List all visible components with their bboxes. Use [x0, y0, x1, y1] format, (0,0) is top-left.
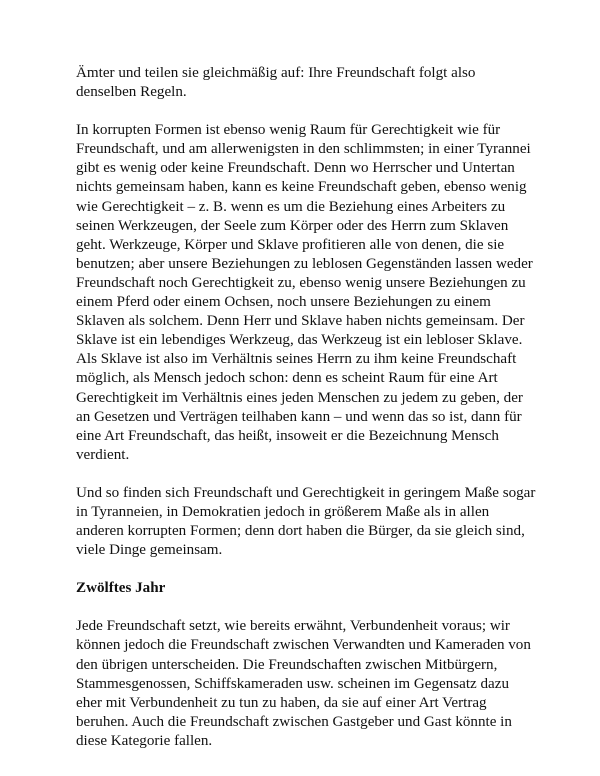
section-heading: Zwölftes Jahr: [76, 580, 166, 597]
paragraph-continuation: Ämter und teilen sie gleichmäßig auf: Ihre Freundschaft folgt also denselben Regeln.: [76, 65, 476, 101]
document-page: [76, 64, 536, 770]
paragraph-tyranny-democracy: Und so finden sich Freundschaft und Gerechtigkeit in geringem Maße sogar in Tyranneien, in Demokratien jedoch in größerem Maße als in allen anderen korrupten Formen; denn dort haben die Bürger, da sie gleich sind, viele Dinge gemeinsam.: [76, 484, 536, 559]
paragraph-kinds-of-friendship: Jede Freundschaft setzt, wie bereits erwähnt, Verbundenheit voraus; wir können jedoch die Freundschaft zwischen Verwandten und Kameraden von den übrigen unterscheiden. Die Freundschaften zwischen Mitbürgern, Stammesgenossen, Schiffskameraden usw. scheinen im Gegensatz dazu eher mit Verbundenheit zu tun zu haben, da sie auf einer Art Vertrag beruhen. Auch die Freundschaft zwischen Gastgeber und Gast könnte in diese Kategorie fallen.: [76, 618, 531, 749]
paragraph-corrupt-forms: In korrupten Formen ist ebenso wenig Raum für Gerechtigkeit wie für Freundschaft, und am allerwenigsten in den schlimmsten; in einer Tyrannei gibt es wenig oder keine Freundschaft. Denn wo Herrscher und Untertan nichts gemeinsam haben, kann es keine Freundschaft geben, ebenso wenig wie Gerechtigkeit – z. B. wenn es um die Beziehung eines Arbeiters zu seinen Werkzeugen, der Seele zum Körper oder des Herrn zum Sklaven geht. Werkzeuge, Körper und Sklave profitieren alle von denen, die sie benutzen; aber unsere Beziehungen zu leblosen Gegenständen lassen weder Freundschaft noch Gerechtigkeit zu, ebenso wenig unsere Beziehungen zu einem Pferd oder einem Ochsen, noch unsere Beziehungen zu einem Sklaven als solchem. Denn Herr und Sklave haben nichts gemeinsam. Der Sklave ist ein lebendiges Werkzeug, das Werkzeug ist ein lebloser Sklave. Als Sklave ist also im Verhältnis seines Herrn zu ihm keine Freundschaft möglich, als Mensch jedoch schon: denn es scheint Raum für eine Art Gerechtigkeit im Verhältnis eines jeden Menschen zu jedem zu geben, der an Gesetzen und Verträgen teilhaben kann – und wenn das so ist, dann für eine Art Freundschaft, das heißt, insoweit er die Bezeichnung Mensch verdient.: [76, 122, 533, 463]
